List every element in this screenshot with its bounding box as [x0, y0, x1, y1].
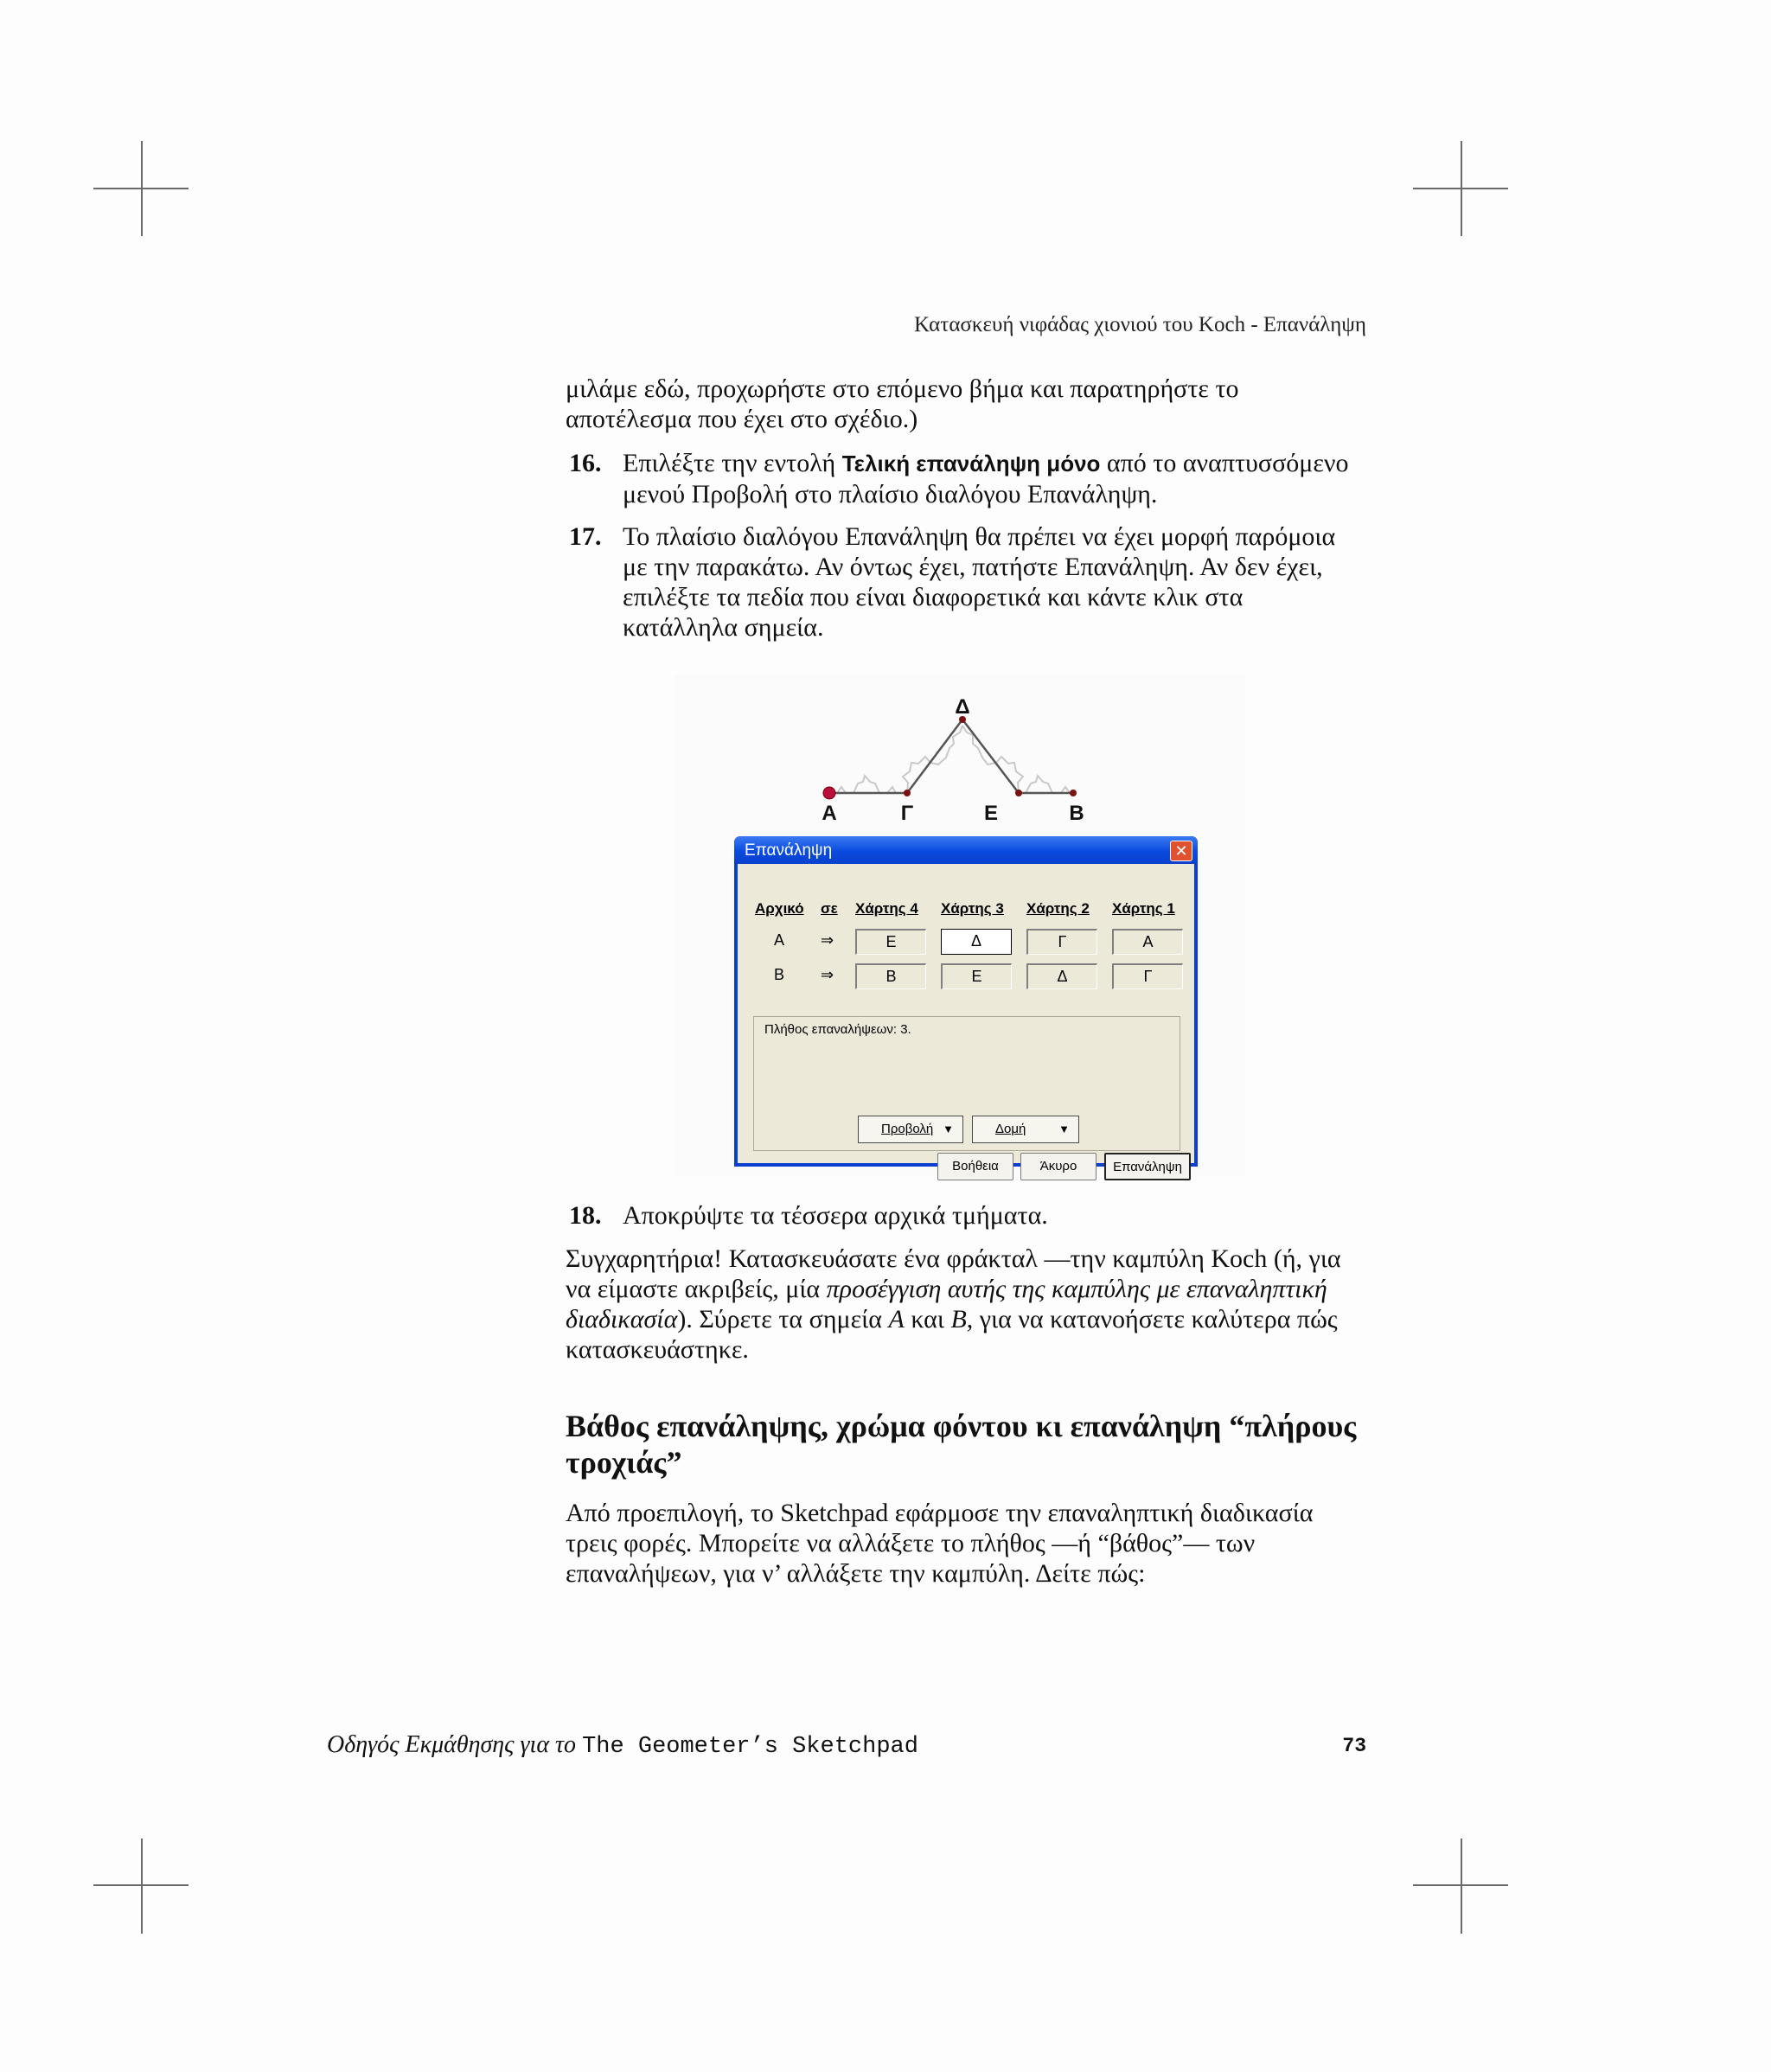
- step-text: Επιλέξτε την εντολή Τελική επανάληψη μόνο από το αναπτυσσόμενο μενού Προβολή στο πλαίσιο διαλόγου Επανάληψη.: [623, 449, 1349, 508]
- emphasis-text: προσέγγιση αυτής της καμπύλης με επαναληπτική διαδικασία: [566, 1275, 1327, 1333]
- map-cell-selected[interactable]: Δ: [941, 929, 1012, 955]
- step-18: [566, 1200, 1361, 1231]
- step-text: Αποκρύψτε τα τέσσερα αρχικά τμήματα.: [623, 1201, 1048, 1230]
- row-label-b: Β: [774, 966, 785, 983]
- running-header: Κατασκευή νιφάδας χιονιού του Koch - Επανάληψη: [914, 313, 1366, 336]
- command-name: Τελική επανάληψη μόνο: [841, 451, 1101, 476]
- dialog-body: [738, 864, 1194, 1174]
- point-g: [904, 790, 911, 796]
- view-menu-button[interactable]: [858, 1116, 963, 1143]
- section-heading: Βάθος επανάληψης, χρώμα φόντου κι επανάληψη “πλήρους τροχιάς”: [566, 1409, 1357, 1480]
- iterate-dialog: [734, 836, 1198, 1174]
- dialog-titlebar[interactable]: [734, 836, 1198, 864]
- crop-mark: [141, 141, 143, 236]
- label-point-g: Γ: [900, 802, 914, 825]
- footer-title: Οδηγός Εκμάθησης για το The Geometer’s Sketchpad: [327, 1731, 918, 1760]
- header-to: σε: [821, 900, 838, 917]
- map-cell[interactable]: Δ: [1026, 963, 1097, 989]
- chevron-down-icon: ▼: [1058, 1122, 1070, 1135]
- map-cell[interactable]: Γ: [1112, 963, 1183, 989]
- point-b: [1070, 790, 1077, 796]
- step-17: [566, 521, 1361, 643]
- section-paragraph: Από προεπιλογή, το Sketchpad εφάρμοσε την επαναληπτική διαδικασία τρεις φορές. Μπορείτε να αλλάξετε το πλήθος —ή “βάθος”— των επαναλήψεων, για ν’ αλλάξετε την καμπύλη. Δείτε πώς:: [566, 1499, 1314, 1588]
- map-cell[interactable]: Γ: [1026, 929, 1097, 955]
- help-button[interactable]: Βοήθεια: [937, 1153, 1013, 1180]
- structure-menu-label: Δομή: [995, 1122, 1026, 1136]
- info-panel: [753, 1016, 1180, 1151]
- iterate-button[interactable]: Επανάληψη: [1104, 1153, 1191, 1180]
- step-number: 16.: [569, 449, 602, 477]
- step-16: [566, 448, 1361, 509]
- footer-app-name: The Geometer’s Sketchpad: [582, 1734, 918, 1760]
- structure-menu-button[interactable]: [972, 1116, 1079, 1143]
- label-point-b: Β: [1069, 802, 1084, 825]
- congrats-paragraph: Συγχαρητήρια! Κατασκευάσατε ένα φράκταλ —την καμπύλη Koch (ή, για να είμαστε ακριβείς, μία προσέγγιση αυτής της καμπύλης με επαναληπτική διαδικασία). Σύρετε τα σημεία A και B, για να κατανοήσετε καλύτερα πώς κατασκευάστηκε.: [566, 1244, 1341, 1364]
- view-menu-label: Προβολή: [881, 1122, 934, 1136]
- label-point-e: Ε: [983, 802, 999, 825]
- label-point-a: Α: [822, 802, 837, 825]
- page-number: 73: [1342, 1735, 1366, 1757]
- map-cell[interactable]: Ε: [941, 963, 1012, 989]
- iterations-count-text: Πλήθος επαναλήψεων: 3.: [764, 1022, 911, 1037]
- koch-curve-shadow: [829, 776, 907, 793]
- step-number: 18.: [569, 1201, 602, 1230]
- header-map-2: Χάρτης 2: [1026, 900, 1090, 917]
- header-map-4: Χάρτης 4: [855, 900, 918, 917]
- dialog-title: Επανάληψη: [745, 841, 833, 860]
- map-cell[interactable]: Β: [855, 963, 926, 989]
- step-text: Το πλαίσιο διαλόγου Επανάληψη θα πρέπει να έχει μορφή παρόμοια με την παρακάτω. Αν όντως έχει, πατήστε Επανάληψη. Αν δεν έχει, επιλέξτε τα πεδία που είναι διαφορετικά και κάντε κλικ στα κατάλληλα σημεία.: [623, 522, 1336, 642]
- map-cell[interactable]: Α: [1112, 929, 1183, 955]
- label-point-d: Δ: [955, 695, 970, 719]
- header-original: Αρχικό: [755, 900, 804, 917]
- row-label-a: Α: [774, 931, 785, 949]
- close-icon[interactable]: ✕: [1170, 841, 1192, 861]
- arrow-icon: ⇒: [821, 931, 834, 949]
- point-e: [1015, 790, 1022, 796]
- intro-paragraph: μιλάμε εδώ, προχωρήστε στο επόμενο βήμα και παρατηρήστε το αποτέλεσμα που έχει στο σχέδιο.): [566, 374, 1239, 433]
- cancel-button[interactable]: Άκυρο: [1020, 1153, 1096, 1180]
- arrow-icon: ⇒: [821, 966, 834, 983]
- segment-de: [962, 719, 1019, 793]
- header-map-3: Χάρτης 3: [941, 900, 1004, 917]
- chevron-down-icon: ▼: [943, 1122, 954, 1135]
- koch-curve-shadow: [1019, 776, 1073, 793]
- segment-gd: [907, 719, 962, 793]
- crop-mark: [141, 1839, 143, 1934]
- map-cell[interactable]: Ε: [855, 929, 926, 955]
- crop-mark: [1461, 141, 1462, 236]
- step-number: 17.: [569, 522, 602, 551]
- header-map-1: Χάρτης 1: [1112, 900, 1175, 917]
- point-a: [823, 787, 835, 799]
- crop-mark: [1461, 1839, 1462, 1934]
